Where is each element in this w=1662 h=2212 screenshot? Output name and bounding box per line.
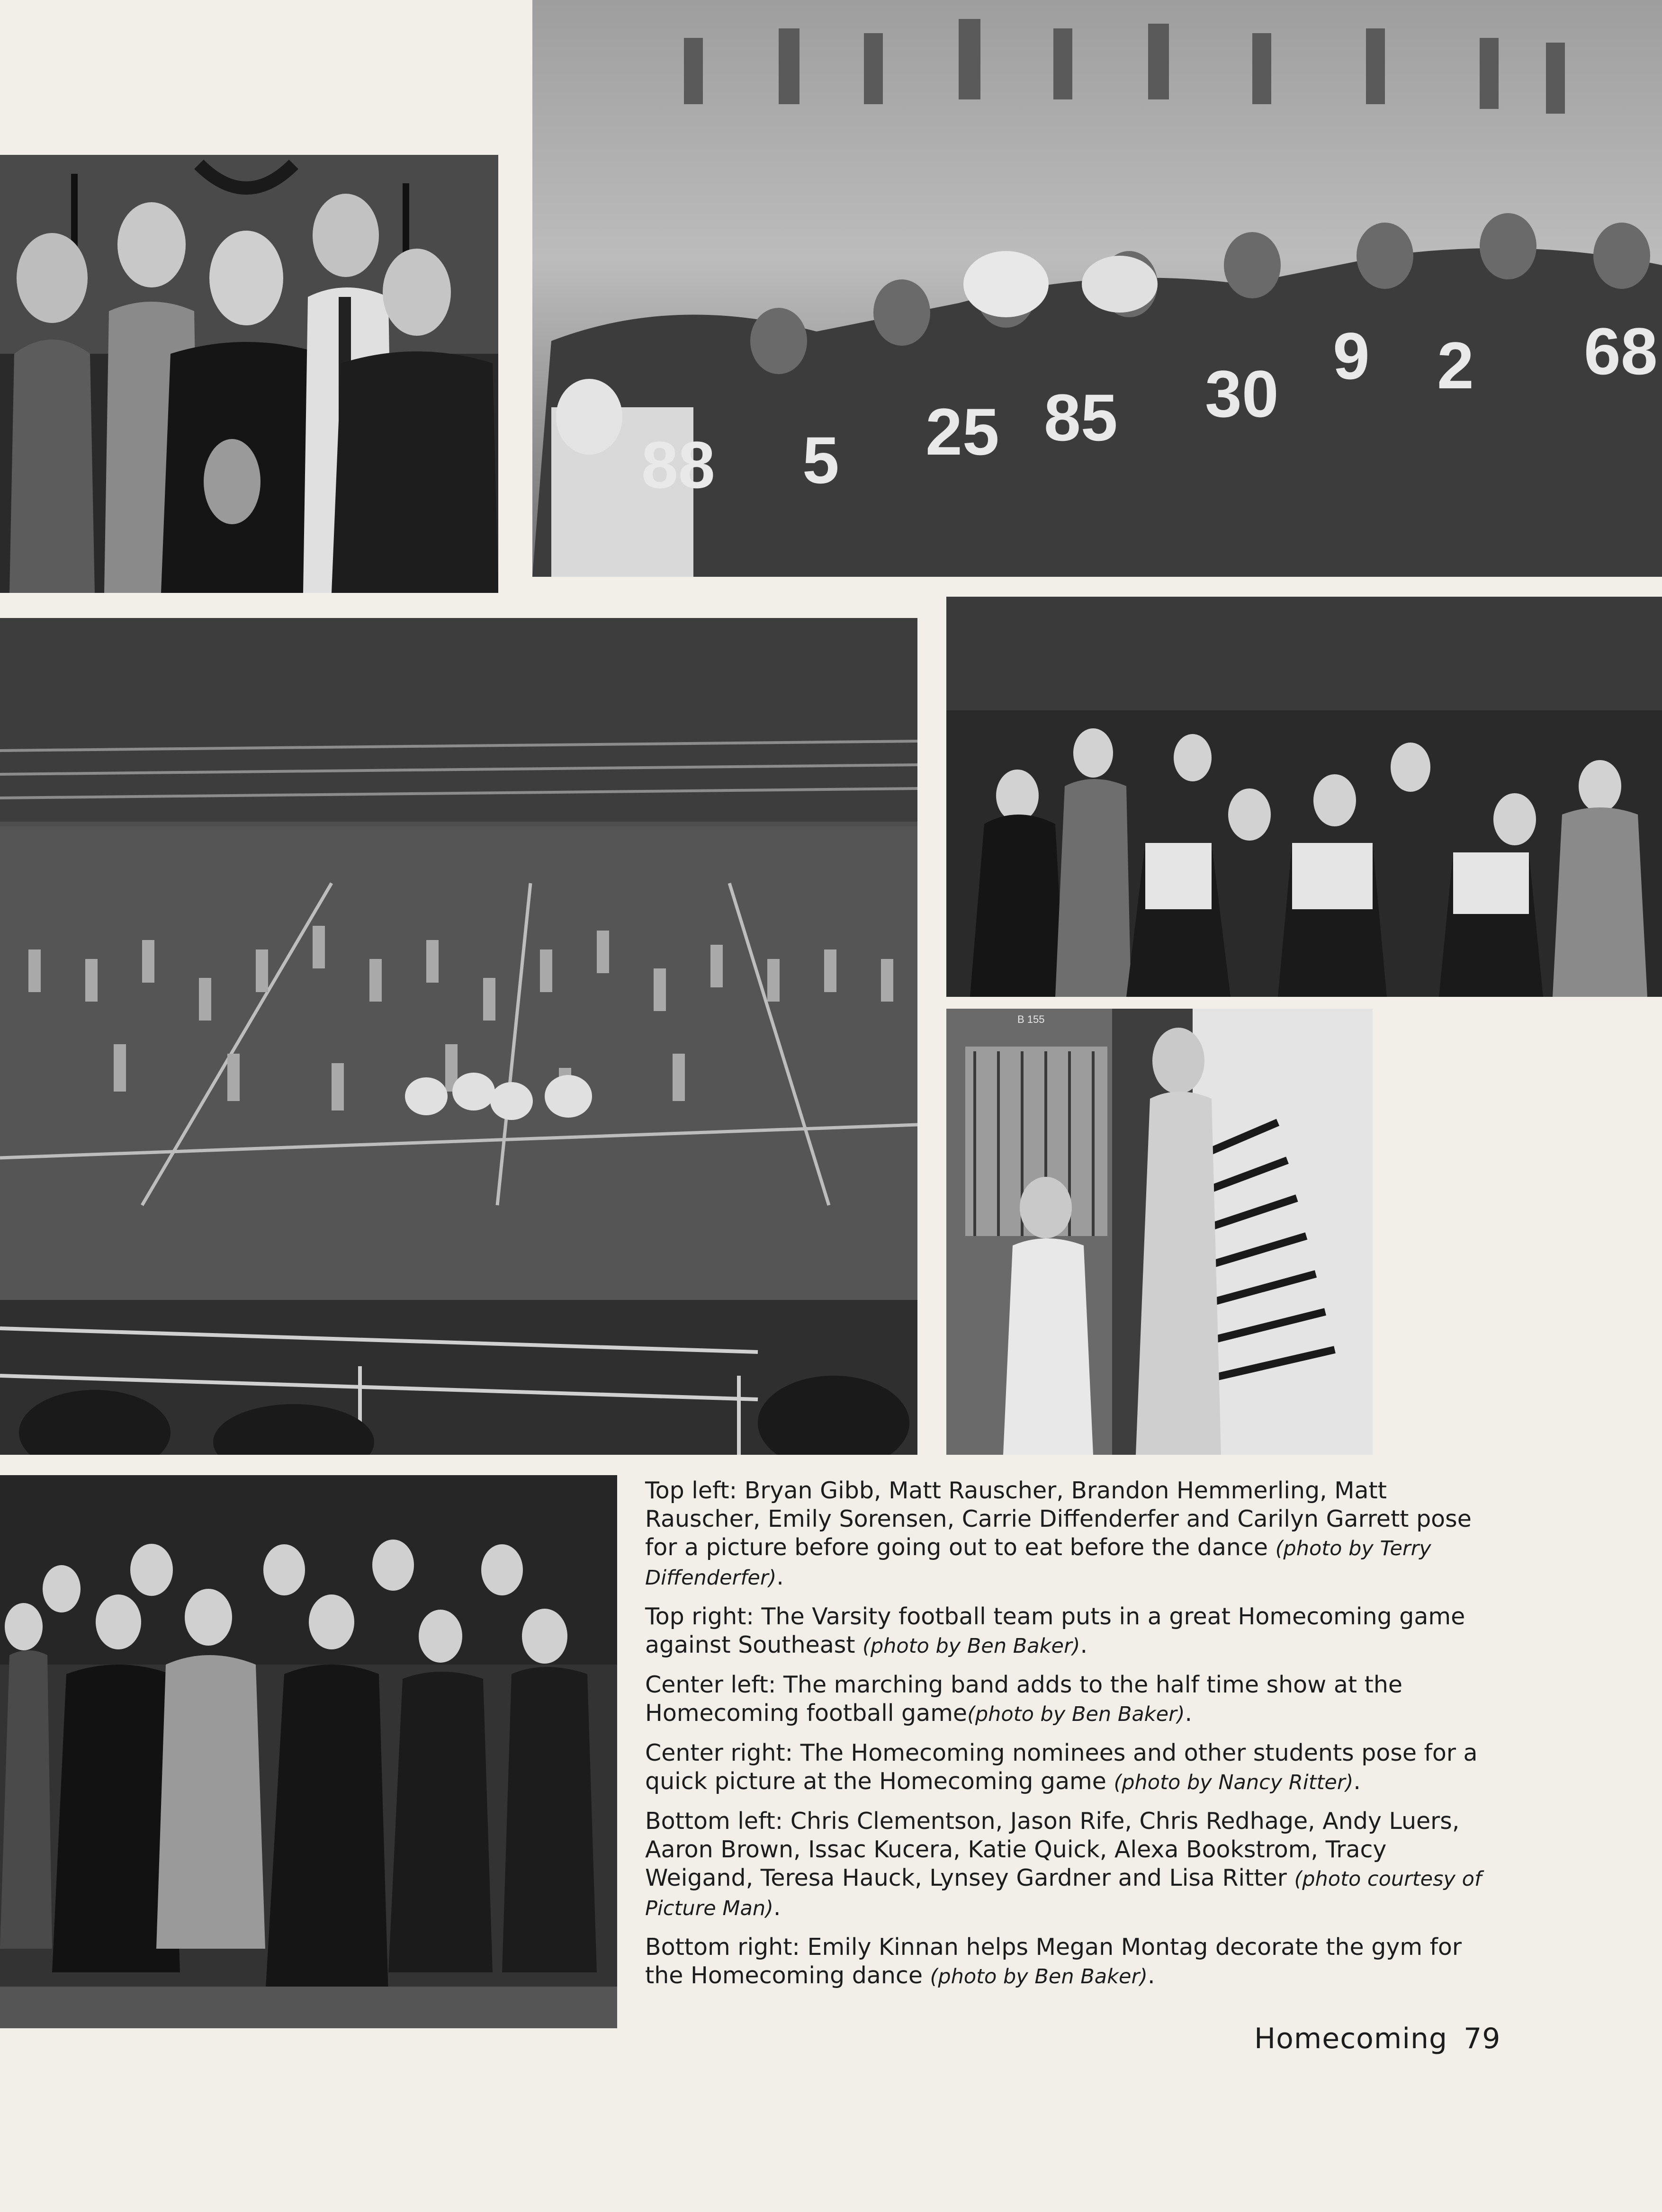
photo-top-left: [0, 155, 498, 593]
photo-center-right: [946, 597, 1662, 997]
jersey-number: 30: [1205, 357, 1279, 431]
caption-credit: (photo by Ben Baker): [862, 1634, 1080, 1658]
photo-bottom-left: [0, 1475, 617, 2028]
photo-bottom-right: [946, 1009, 1373, 1455]
caption-credit: (photo courtesy of Picture Man): [645, 1867, 1482, 1920]
caption-credit: (photo by Nancy Ritter): [1114, 1771, 1354, 1794]
caption-end: .: [1353, 1768, 1361, 1795]
page-number: 79: [1464, 2022, 1501, 2055]
caption-center-left: [645, 1671, 1498, 1728]
caption-text: The marching band adds to the half time show at the Homecoming football game: [645, 1671, 1403, 1727]
caption-bottom-right: [645, 1933, 1498, 1991]
caption-end: .: [1185, 1700, 1193, 1727]
caption-credit: (photo by Ben Baker): [967, 1702, 1185, 1726]
jersey-number: 2: [1437, 328, 1474, 403]
photo-marching-band: [0, 618, 917, 1455]
caption-text: Bryan Gibb, Matt Rauscher, Brandon Hemmerling, Matt Rauscher, Emily Sorensen, Carrie Diffenderfer and Carilyn Garrett pose for a picture before going out to eat before the dance: [645, 1477, 1472, 1561]
cheerleaders: [1126, 843, 1543, 997]
jersey-number: 88: [641, 428, 715, 502]
caption-label: Top right:: [645, 1603, 754, 1630]
caption-label: Center right:: [645, 1739, 793, 1766]
caption-label: Bottom left:: [645, 1808, 783, 1835]
caption-label: Bottom right:: [645, 1934, 800, 1961]
jersey-number: 5: [802, 423, 839, 497]
photo-decorating-gym: [946, 1009, 1373, 1455]
caption-end: .: [1080, 1631, 1088, 1658]
caption-block: [645, 1477, 1498, 2001]
photo-center-left: [0, 618, 917, 1455]
room-sign: B 155: [1017, 1013, 1045, 1025]
caption-center-right: [645, 1739, 1498, 1797]
caption-credit: (photo by Ben Baker): [930, 1965, 1148, 1988]
caption-end: .: [1147, 1962, 1155, 1989]
caption-text: Chris Clementson, Jason Rife, Chris Redhage, Andy Luers, Aaron Brown, Issac Kucera, Katie Quick, Alexa Bookstrom, Tracy Weigand, Teresa Hauck, Lynsey Gardner and Lisa Ritter: [645, 1808, 1460, 1891]
caption-end: .: [773, 1894, 781, 1921]
caption-top-left: [645, 1477, 1498, 1592]
photo-group-outdoors: [0, 1475, 617, 2028]
photo-top-right: [532, 0, 1662, 577]
jersey-number: 25: [925, 394, 999, 469]
caption-text: Emily Kinnan helps Megan Montag decorate the gym for the Homecoming dance: [645, 1934, 1462, 1989]
caption-bottom-left: [645, 1807, 1498, 1923]
caption-text: The Homecoming nominees and other students pose for a quick picture at the Homecoming game: [645, 1739, 1478, 1795]
jersey-number: 9: [1333, 319, 1370, 393]
caption-top-right: [645, 1603, 1498, 1660]
photo-group-dance: [0, 155, 498, 593]
caption-text: The Varsity football team puts in a great Homecoming game against Southeast: [645, 1603, 1465, 1658]
caption-label: Top left:: [645, 1477, 737, 1504]
jersey-number: 85: [1044, 380, 1118, 455]
caption-label: Center left:: [645, 1671, 776, 1698]
page-footer: [1254, 2022, 1500, 2055]
photo-homecoming-nominees: [946, 597, 1662, 997]
photo-football-game: [532, 0, 1662, 577]
caption-end: .: [776, 1563, 784, 1590]
caption-credit: (photo by Terry Diffenderfer): [645, 1537, 1431, 1590]
jersey-number: 68: [1584, 314, 1658, 388]
section-title: Homecoming: [1254, 2022, 1448, 2055]
